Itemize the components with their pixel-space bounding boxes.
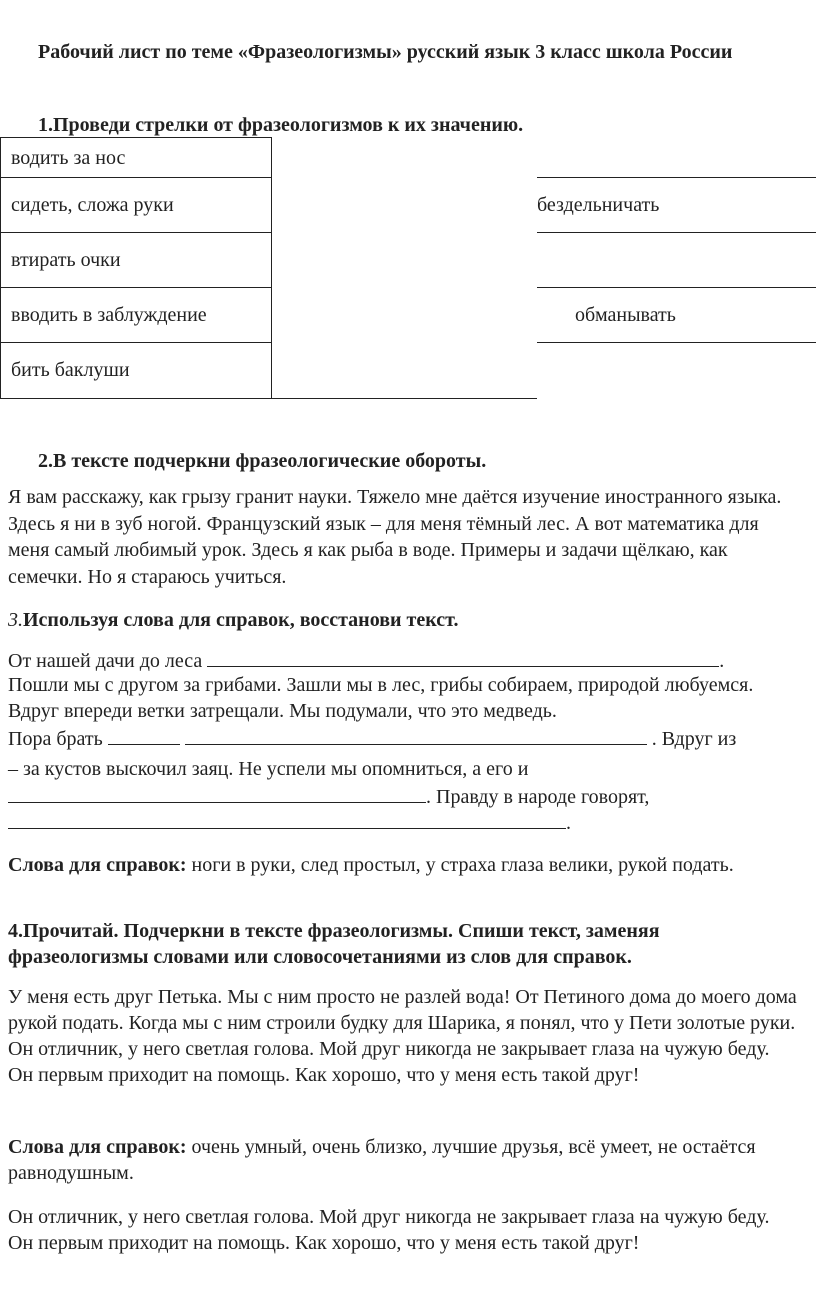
task3-line1-start: От нашей дачи до леса bbox=[8, 650, 203, 672]
task3-reference bbox=[8, 852, 798, 878]
page-title: Рабочий лист по теме «Фразеологизмы» русский язык 3 класс школа России bbox=[38, 41, 733, 63]
task2-heading: 2.В тексте подчеркни фразеологические обороты. bbox=[38, 450, 487, 472]
task4-reference bbox=[8, 1134, 798, 1186]
left-phrase-1[interactable] bbox=[0, 137, 272, 178]
answer-blank-5[interactable] bbox=[8, 808, 566, 829]
task1-heading: 1.Проведи стрелки от фразеологизмов к их значению. bbox=[38, 114, 524, 136]
reference-label: Слова для справок: bbox=[8, 1136, 187, 1158]
task3-heading bbox=[8, 607, 788, 633]
task4-text: У меня есть друг Петька. Мы с ним просто не разлей вода! От Петиного дома до моего дома рукой подать. Когда мы с ним строили будку для Шарика, я понял, что у Пети золотые руки. Он отличник, у него светлая голова. Мой друг никогда не закрывает глаза на чужую беду. Он первым приходит на помощь. Как хорошо, что у меня есть такой друг! bbox=[8, 986, 797, 1086]
right-meaning-1[interactable] bbox=[537, 177, 816, 233]
right-meaning-2[interactable] bbox=[537, 287, 816, 343]
left-phrase-label: втирать очки bbox=[11, 249, 121, 271]
table-bottom-line bbox=[0, 398, 537, 399]
task3-number: 3. bbox=[8, 609, 23, 631]
left-phrase-3[interactable] bbox=[0, 232, 272, 288]
task3-line-pravdu bbox=[8, 782, 808, 810]
right-meaning-label: бездельничать bbox=[537, 194, 660, 216]
line1-dot: . bbox=[719, 650, 725, 672]
task3-line-pora bbox=[8, 724, 808, 752]
pora-text: Пора брать bbox=[8, 728, 103, 750]
task3-heading-text: Используя слова для справок, восстанови текст. bbox=[23, 609, 459, 631]
right-meaning-label: обманывать bbox=[575, 304, 676, 326]
left-phrase-label: водить за нос bbox=[11, 147, 126, 169]
task2-text: Я вам расскажу, как грызу гранит науки. Тяжело мне даётся изучение иностранного языка. Здесь я ни в зуб ногой. Французский язык – для меня тёмный лес. А вот математика для меня самый любимый урок. Здесь я как рыба в воде. Примеры и задачи щёлкаю, как семечки. Но я стараюсь учиться. bbox=[8, 486, 782, 588]
task4-copy-text: Он отличник, у него светлая голова. Мой друг никогда не закрывает глаза на чужую беду. Он первым приходит на помощь. Как хорошо, что у меня есть такой друг! bbox=[8, 1206, 770, 1254]
pravdu-text: . Правду в народе говорят, bbox=[426, 786, 650, 808]
answer-blank-4[interactable] bbox=[8, 782, 426, 803]
left-phrase-label: бить баклуши bbox=[11, 359, 130, 381]
left-phrase-5[interactable] bbox=[0, 342, 272, 399]
answer-blank-2[interactable] bbox=[108, 724, 180, 745]
answer-blank-3[interactable] bbox=[185, 724, 647, 745]
left-phrase-4[interactable] bbox=[0, 287, 272, 343]
reference-words: очень умный, очень близко, лучшие друзья, всё умеет, не остаётся равнодушным. bbox=[8, 1136, 756, 1184]
left-phrase-label: сидеть, сложа руки bbox=[11, 194, 174, 216]
task3-line1 bbox=[8, 646, 808, 674]
task3-line-kust: – за кустов выскочил заяц. Не успели мы опомниться, а его и bbox=[8, 758, 529, 780]
task3-line-last bbox=[8, 808, 808, 836]
task4-heading: 4.Прочитай. Подчеркни в тексте фразеологизмы. Спиши текст, заменяя фразеологизмы словами или словосочетаниями из слов для справок. bbox=[8, 920, 660, 968]
left-phrase-label: вводить в заблуждение bbox=[11, 304, 207, 326]
pora-end-text: . Вдруг из bbox=[651, 728, 737, 750]
answer-blank-1[interactable] bbox=[207, 646, 719, 667]
reference-words: ноги в руки, след простыл, у страха глаза велики, рукой подать. bbox=[191, 854, 734, 876]
last-dot: . bbox=[566, 812, 571, 834]
left-phrase-2[interactable] bbox=[0, 177, 272, 233]
task3-sentence2: Пошли мы с другом за грибами. Зашли мы в лес, грибы собираем, природой любуемся. Вдруг впереди ветки затрещали. Мы подумали, что это медведь. bbox=[8, 674, 754, 722]
reference-label: Слова для справок: bbox=[8, 854, 187, 876]
